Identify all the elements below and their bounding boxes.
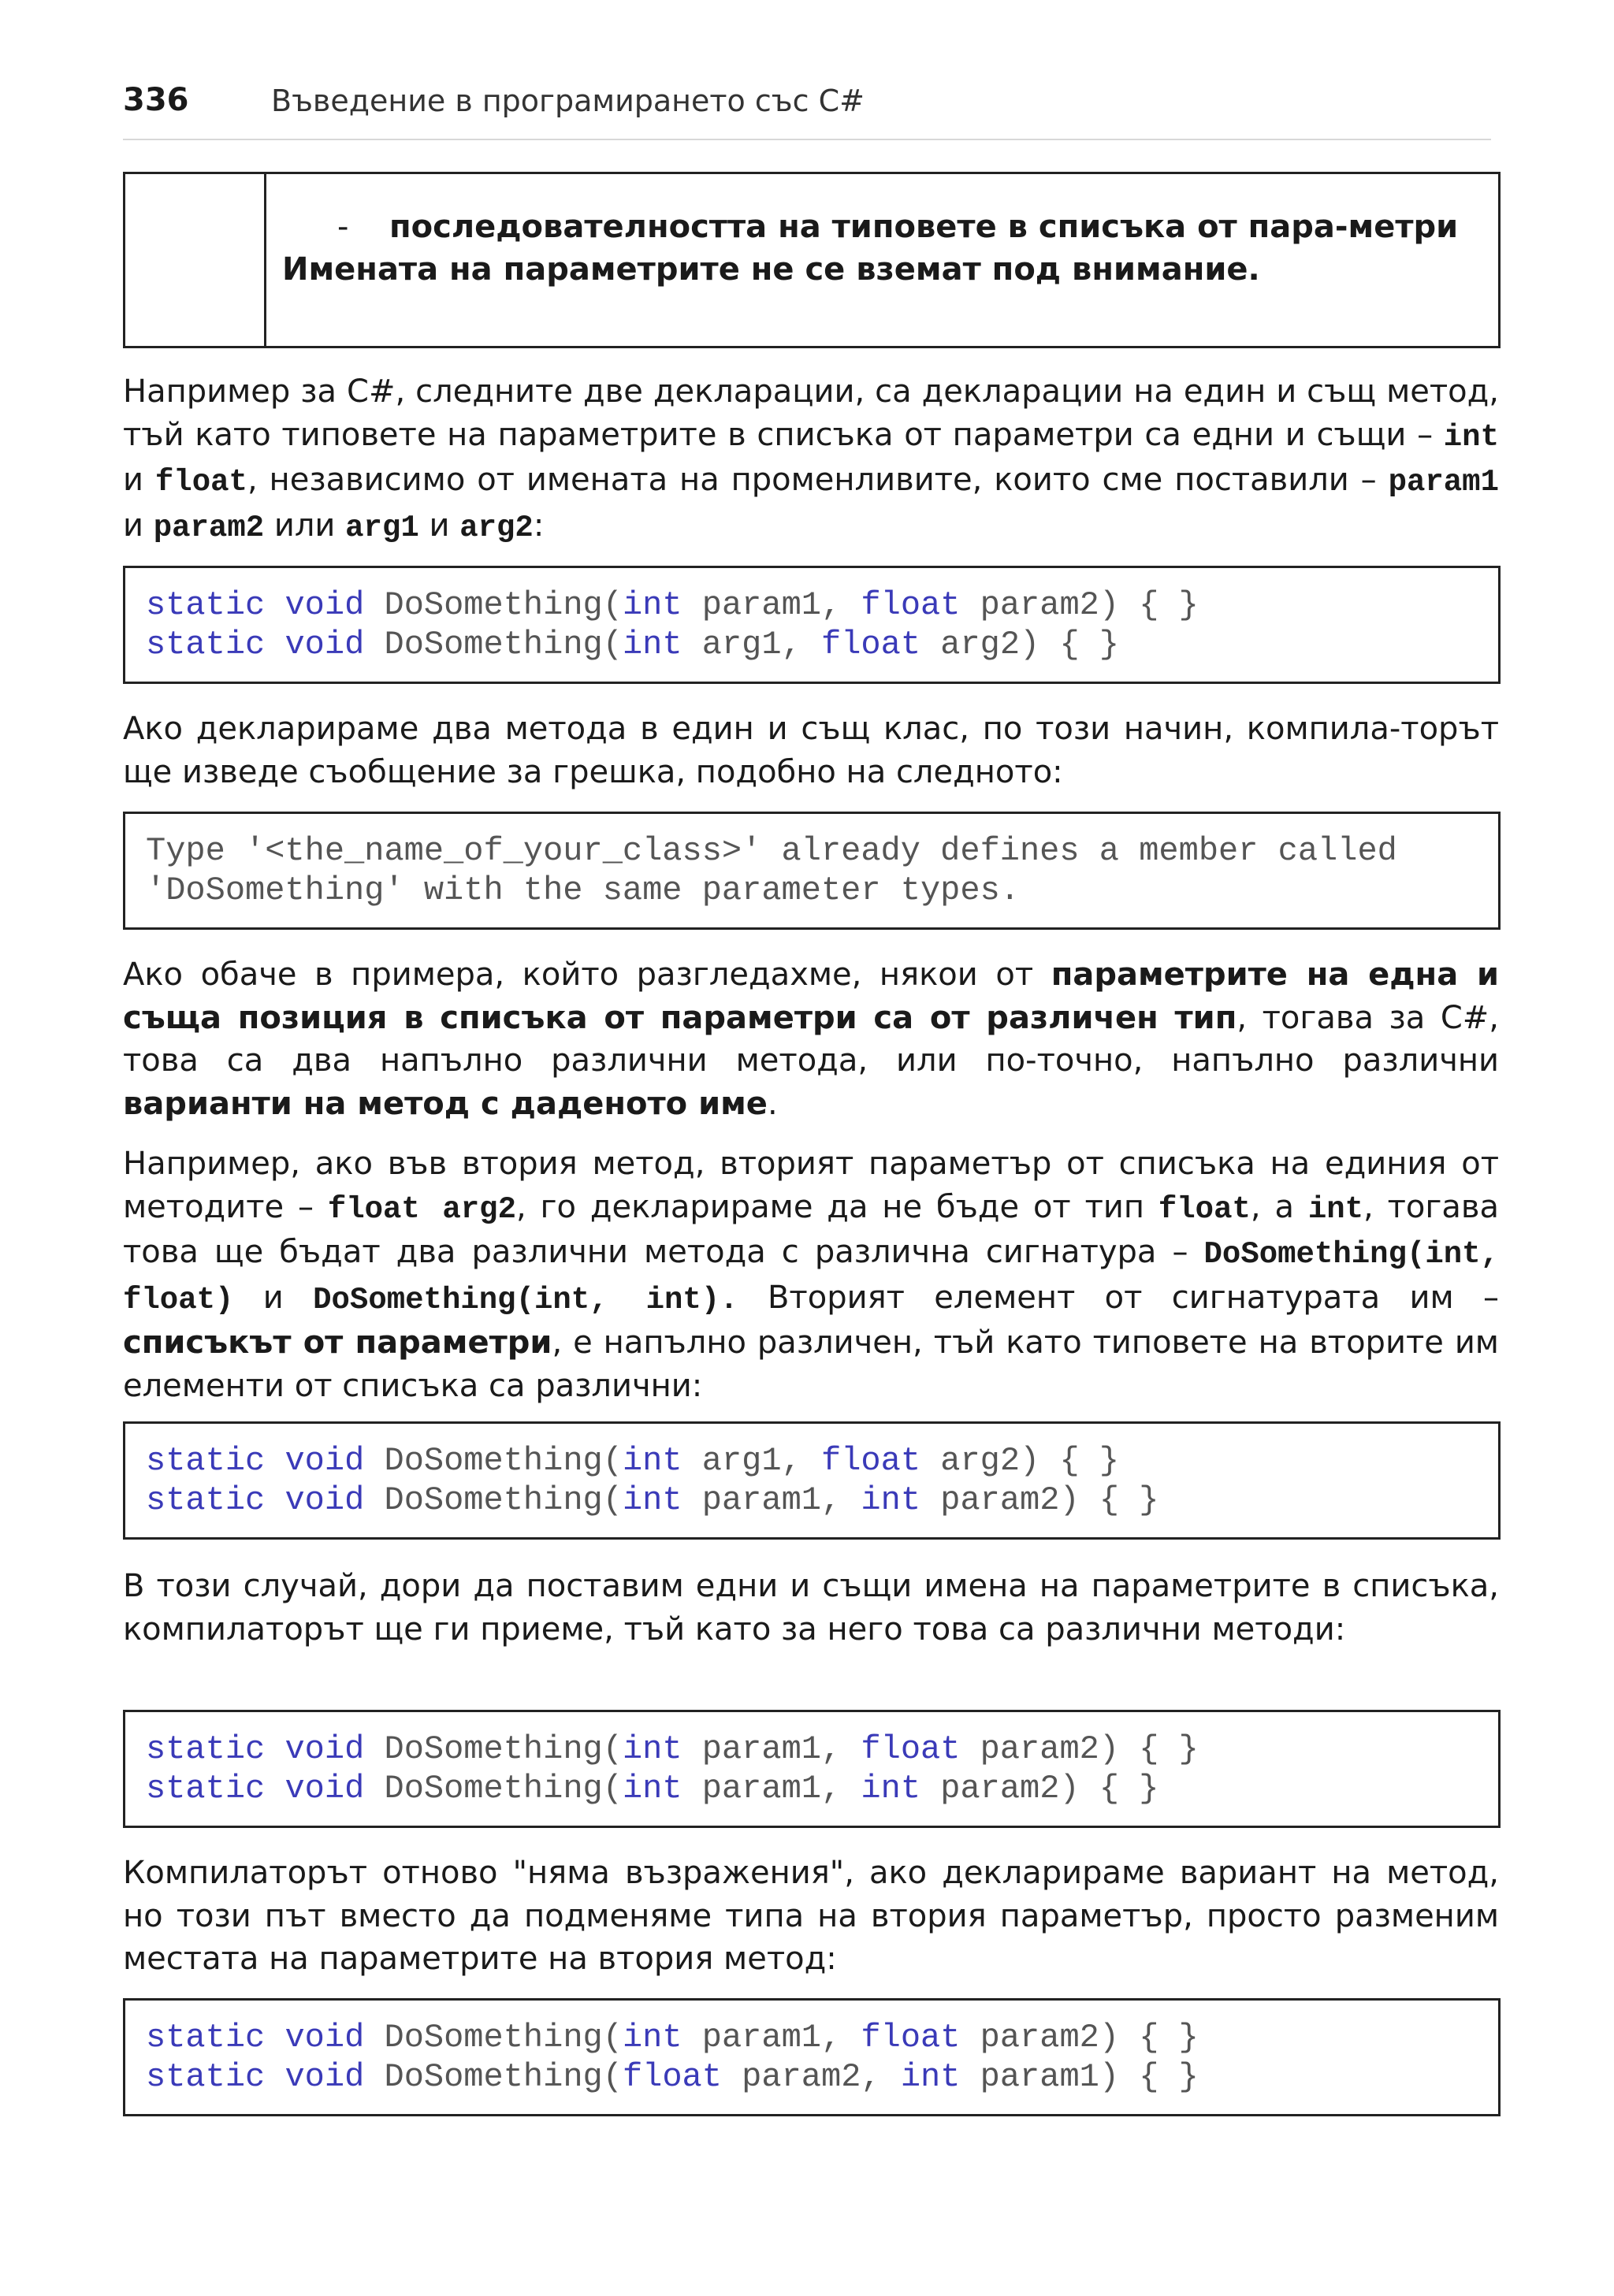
page-header — [123, 82, 1491, 140]
bullet-dash: - — [337, 209, 349, 245]
inline-code: float arg2 — [327, 1191, 516, 1227]
text: , тогава за C#, това са два напълно различни метода, или по-точно, напълно различни — [123, 999, 1499, 1079]
inline-code: arg1 — [345, 510, 419, 545]
error-message-block — [123, 812, 1501, 930]
note-bullet — [282, 206, 1479, 248]
inline-code: DoSomething(int, int). — [313, 1282, 738, 1317]
code-block-2 — [123, 1421, 1501, 1540]
code-line: static void DoSomething(int arg1, float arg2) { } — [146, 1442, 1120, 1480]
inline-code: param1 — [1388, 465, 1499, 500]
inline-code: param2 — [153, 510, 265, 545]
code-block-1 — [123, 566, 1501, 684]
inline-code: int — [1443, 419, 1499, 455]
error-line: 'DoSomething' with the same parameter types. — [146, 871, 1020, 909]
text: и — [123, 462, 155, 498]
code-line: static void DoSomething(int arg1, float arg2) { } — [146, 626, 1120, 663]
code-block-3 — [123, 1710, 1501, 1828]
text: : — [533, 507, 545, 544]
note-content-cell — [266, 174, 1498, 346]
text: и — [418, 507, 460, 544]
inline-code: float — [1158, 1191, 1251, 1227]
paragraph-1 — [123, 370, 1499, 549]
text: . — [767, 1085, 778, 1122]
code-line: static void DoSomething(int param1, float param2) { } — [146, 1730, 1199, 1768]
text: , тогава това ще бъдат два различни метода с различна сигнатура – — [123, 1188, 1499, 1270]
paragraph-4 — [123, 1142, 1499, 1407]
note-icon-cell — [125, 174, 266, 346]
code-line: static void DoSomething(int param1, float param2) { } — [146, 2019, 1199, 2056]
text: , го декларираме да не бъде от тип — [515, 1188, 1158, 1225]
bold-text: варианти на метод с даденото име — [123, 1085, 768, 1122]
book-title: Въведение в програмирането със C# — [271, 84, 865, 118]
inline-code: DoSomething(int, float) — [123, 1237, 1499, 1317]
note-footer: Имената на параметрите не се вземат под внимание. — [282, 251, 1260, 288]
code-line: static void DoSomething(float param2, int param1) { } — [146, 2058, 1199, 2096]
text: и — [233, 1279, 314, 1316]
text: Например за C#, следните две декларации, са декларации на един и същ метод, тъй като типовете на параметрите в списъка от параметри са едни и същи – — [123, 373, 1499, 453]
code-line: static void DoSomething(int param1, int param2) { } — [146, 1770, 1159, 1807]
text: Например, ако във втория метод, вторият параметър от списъка на единия от методите – — [123, 1146, 1499, 1225]
bullet-text: последователността на типовете в списъка от пара-метри — [389, 209, 1459, 245]
text: Ако обаче в примера, който разгледахме, някои от — [123, 957, 1051, 993]
paragraph-3 — [123, 953, 1499, 1125]
error-line: Type '<the_name_of_your_class>' already defines a member called — [146, 832, 1397, 870]
note-table — [123, 172, 1501, 348]
paragraph-6: Компилаторът отново "няма възражения", ако декларираме вариант на метод, но този път вместо да подменяме типа на втория параметър, просто разменим местата на параметрите на втория метод: — [123, 1855, 1499, 1977]
text: , а — [1250, 1188, 1308, 1225]
text: , е напълно различен, тъй като типовете на вторите им елементи от списъка са различни: — [123, 1324, 1499, 1404]
code-line: static void DoSomething(int param1, float param2) { } — [146, 586, 1199, 624]
bold-text: параметрите на една и съща позиция в списъка от параметри са от различен тип — [123, 957, 1499, 1036]
bold-text: списъкът от параметри — [123, 1324, 552, 1361]
page-number: 336 — [123, 82, 189, 118]
inline-code: arg2 — [459, 510, 534, 545]
text: или — [264, 507, 346, 544]
code-block-4 — [123, 1998, 1501, 2116]
inline-code: float — [154, 465, 247, 500]
paragraph-2: Ако декларираме два метода в един и същ клас, по този начин, компила-торът ще изведе съобщение за грешка, подобно на следното: — [123, 711, 1499, 790]
inline-code: int — [1307, 1191, 1364, 1227]
text: , независимо от имената на променливите, които сме поставили – — [247, 462, 1389, 498]
code-line: static void DoSomething(int param1, int param2) { } — [146, 1481, 1159, 1519]
text: и — [123, 507, 154, 544]
paragraph-5: В този случай, дори да поставим едни и същи имена на параметрите в списъка, компилаторът ще ги приеме, тъй като за него това са различни методи: — [123, 1568, 1499, 1648]
text: Вторият елемент от сигнатурата им – — [738, 1279, 1499, 1316]
